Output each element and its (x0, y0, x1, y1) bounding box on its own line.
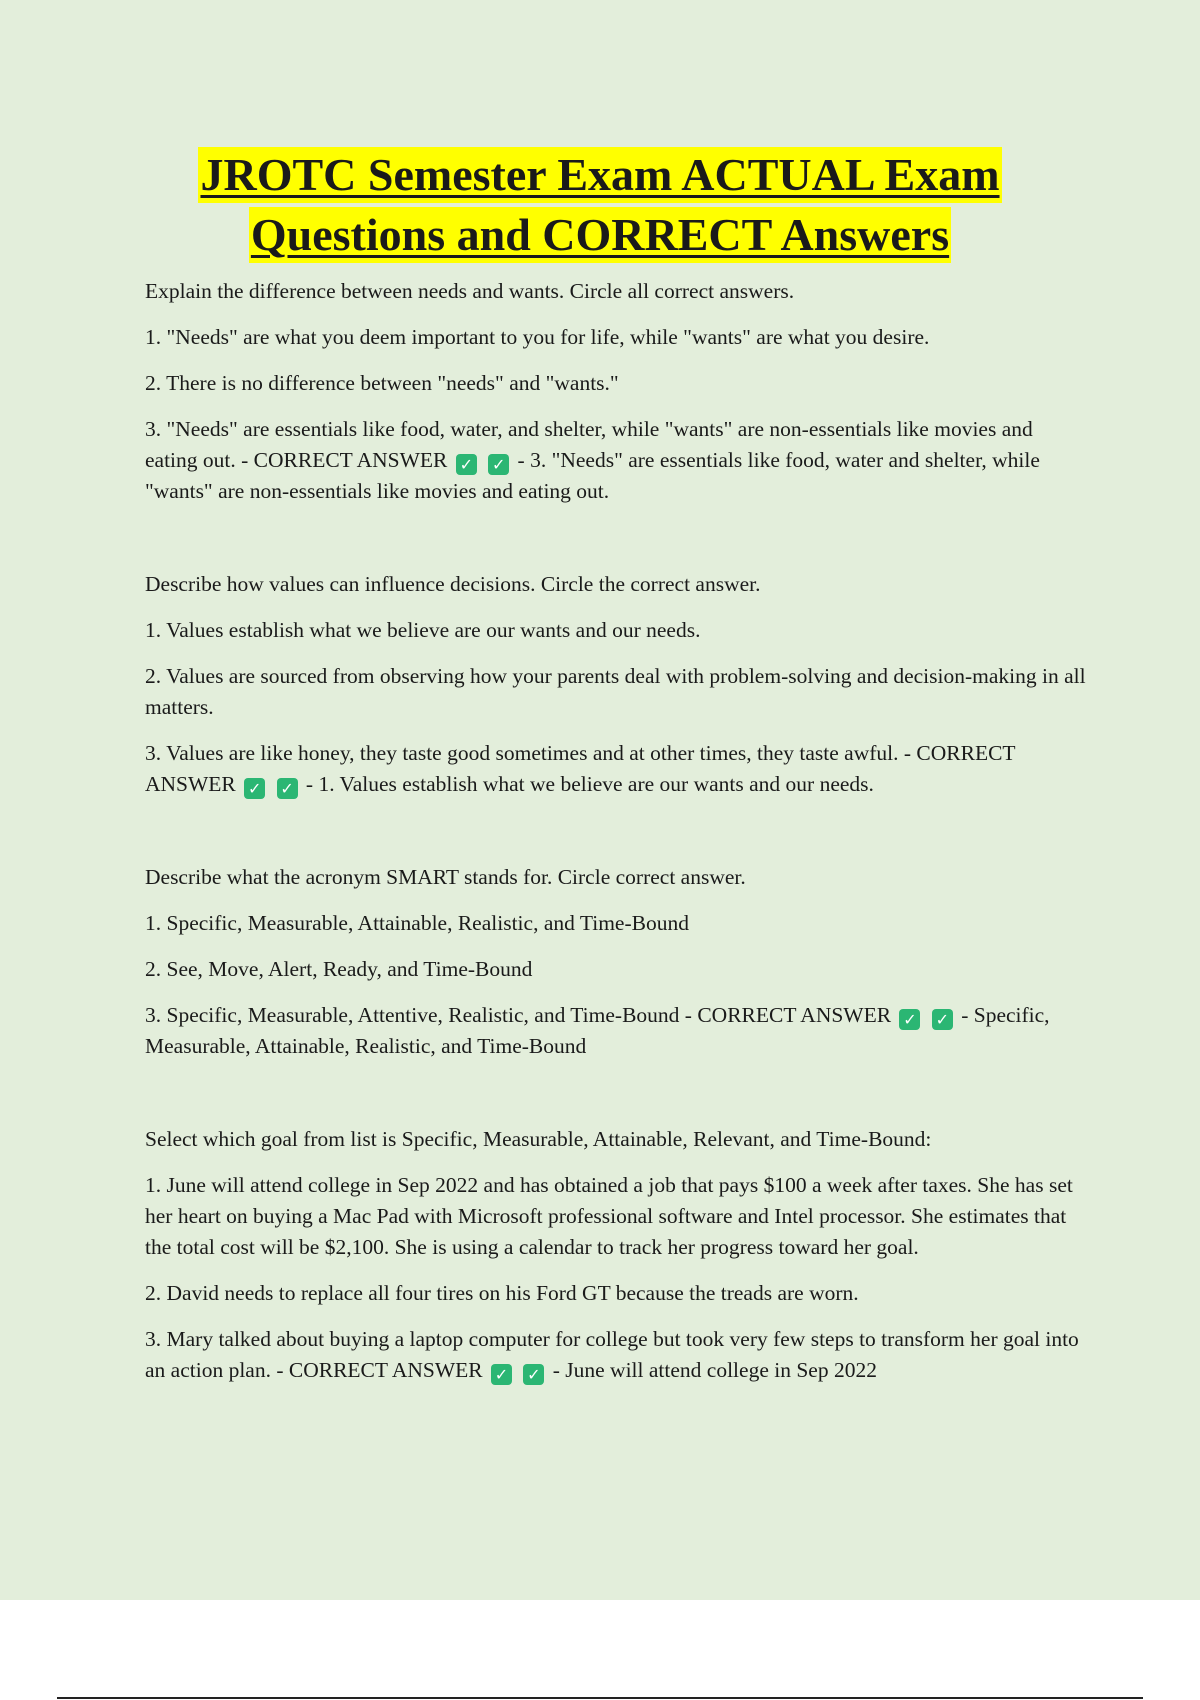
question-prompt: Describe how values can influence decisions. Circle the correct answer. (145, 572, 761, 596)
answer-option-with-answer (145, 1000, 1090, 1062)
footer-divider (57, 1697, 1143, 1699)
answer-option: 1. Specific, Measurable, Attainable, Realistic, and Time-Bound (145, 911, 689, 935)
answer-option-with-answer (145, 414, 1090, 507)
check-mark-icon: ✓ (491, 1364, 512, 1385)
check-mark-icon: ✓ (899, 1009, 920, 1030)
answer-option-text: 3. Specific, Measurable, Attentive, Realistic, and Time-Bound - CORRECT ANSWER (145, 1003, 892, 1027)
question-block (145, 862, 1090, 1062)
correct-answer-text: - Specific, Measurable, Attainable, Realistic, and Time-Bound (145, 1003, 1050, 1058)
question-list (145, 276, 1090, 1448)
question-prompt: Describe what the acronym SMART stands for. Circle correct answer. (145, 865, 746, 889)
answer-option-text: 3. Mary talked about buying a laptop computer for college but took very few steps to transform her goal into an action plan. - CORRECT ANSWER (145, 1327, 1079, 1382)
question-block (145, 1124, 1090, 1386)
answer-option-text: 3. Values are like honey, they taste good sometimes and at other times, they taste awful. - CORRECT ANSWER (145, 741, 1016, 796)
answer-option: 2. David needs to replace all four tires on his Ford GT because the treads are worn. (145, 1281, 859, 1305)
check-mark-icon: ✓ (932, 1009, 953, 1030)
correct-answer-text: - 1. Values establish what we believe are our wants and our needs. (305, 772, 874, 796)
check-mark-icon: ✓ (523, 1364, 544, 1385)
answer-option-with-answer (145, 738, 1090, 800)
check-mark-icon: ✓ (277, 778, 298, 799)
question-prompt: Explain the difference between needs and wants. Circle all correct answers. (145, 279, 795, 303)
question-block (145, 276, 1090, 507)
answer-option: 1. "Needs" are what you deem important to you for life, while "wants" are what you desire. (145, 325, 930, 349)
correct-answer-text: - June will attend college in Sep 2022 (552, 1358, 877, 1382)
answer-option: 2. Values are sourced from observing how your parents deal with problem-solving and decision-making in all matters. (145, 664, 1086, 719)
document-title (0, 145, 1200, 265)
question-prompt: Select which goal from list is Specific, Measurable, Attainable, Relevant, and Time-Bound: (145, 1127, 932, 1151)
check-mark-icon: ✓ (488, 454, 509, 475)
answer-option-with-answer (145, 1324, 1090, 1386)
answer-option: 2. There is no difference between "needs" and "wants." (145, 371, 619, 395)
check-mark-icon: ✓ (244, 778, 265, 799)
correct-answer-text: - 3. "Needs" are essentials like food, water and shelter, while "wants" are non-essentials like movies and eating out. (145, 448, 1040, 503)
check-mark-icon: ✓ (456, 454, 477, 475)
answer-option: 1. June will attend college in Sep 2022 and has obtained a job that pays $100 a week after taxes. She has set her heart on buying a Mac Pad with Microsoft professional software and Intel processor. She estimates that the total cost will be $2,100. She is using a calendar to track her progress toward her goal. (145, 1173, 1073, 1259)
answer-option-text: 3. "Needs" are essentials like food, water, and shelter, while "wants" are non-essentials like movies and eating out. - CORRECT ANSWER (145, 417, 1033, 472)
answer-option: 2. See, Move, Alert, Ready, and Time-Bound (145, 957, 533, 981)
answer-option: 1. Values establish what we believe are our wants and our needs. (145, 618, 701, 642)
question-block (145, 569, 1090, 800)
title-line-2: Questions and CORRECT Answers (249, 207, 951, 263)
title-line-1: JROTC Semester Exam ACTUAL Exam (198, 147, 1001, 203)
